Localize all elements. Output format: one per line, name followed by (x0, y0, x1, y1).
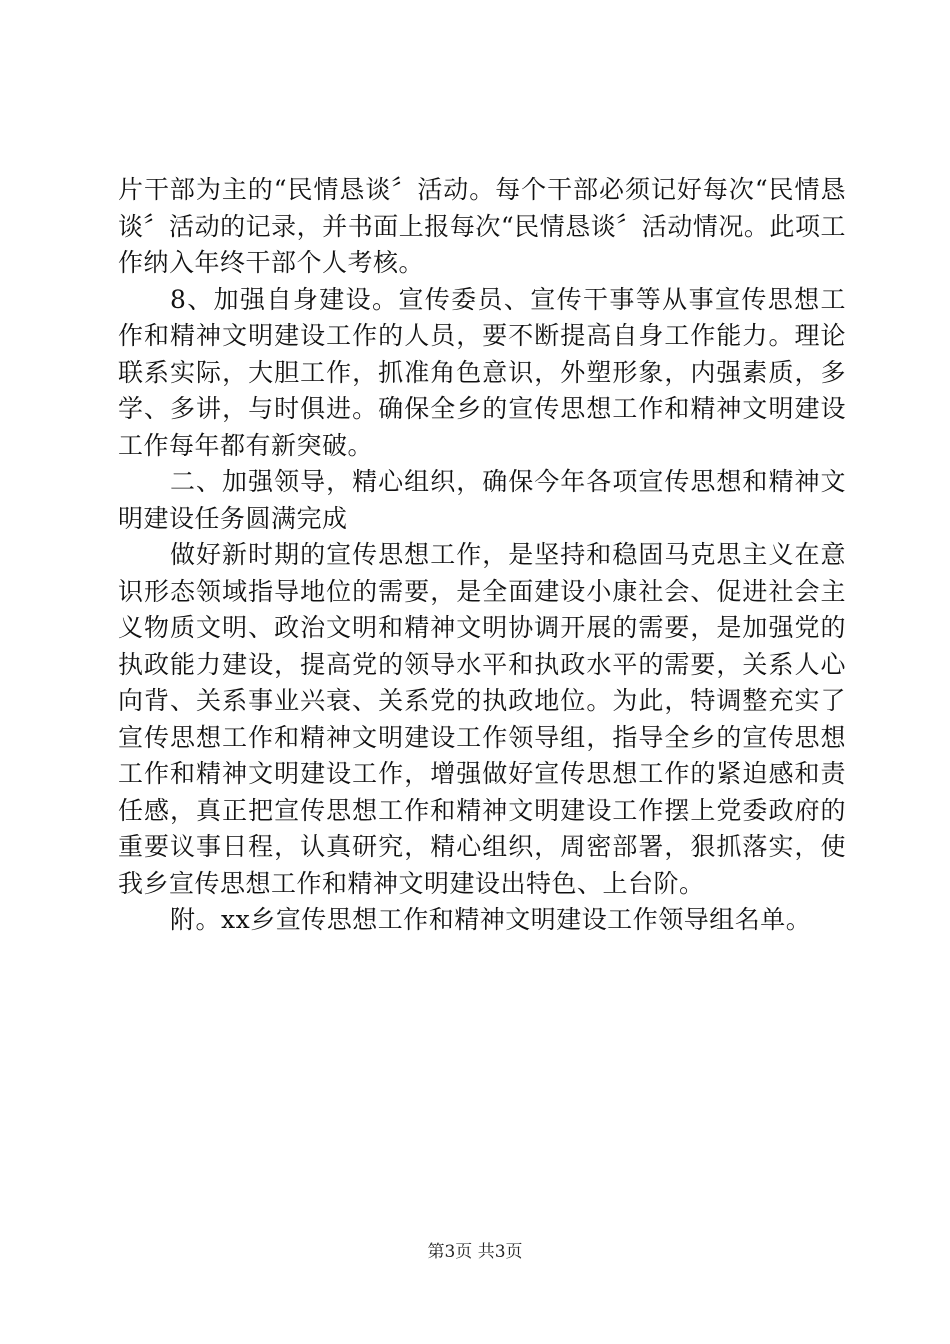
document-body (118, 172, 846, 939)
paragraph-continuation: 片干部为主的“民情恳谈〞活动。每个干部必须记好每次“民情恳谈〞活动的记录，并书面上报每次“民情恳谈〞活动情况。此项工作纳入年终干部个人考核。 (118, 175, 846, 277)
paragraph-section-2-body: 做好新时期的宣传思想工作，是坚持和稳固马克思主义在意识形态领域指导地位的需要，是全面建设小康社会、促进社会主义物质文明、政治文明和精神文明协调开展的需要，是加强党的执政能力建设，提高党的领导水平和执政水平的需要，关系人心向背、关系事业兴衰、关系党的执政地位。为此，特调整充实了宣传思想工作和精神文明建设工作领导组，指导全乡的宣传思想工作和精神文明建设工作，增强做好宣传思想工作的紧迫感和责任感，真正把宣传思想工作和精神文明建设工作摆上党委政府的重要议事日程，认真研究，精心组织，周密部署，狠抓落实，使我乡宣传思想工作和精神文明建设出特色、上台阶。 (118, 540, 846, 898)
page-footer: 第3页 共3页 (427, 1242, 523, 1262)
paragraph-attachment-note: 附。xx乡宣传思想工作和精神文明建设工作领导组名单。 (170, 905, 812, 934)
paragraph-item-8: 8、加强自身建设。宣传委员、宣传干事等从事宣传思想工作和精神文明建设工作的人员，要不断提高自身工作能力。理论联系实际，大胆工作，抓准角色意识，外塑形象，内强素质，多学、多讲，与时俱进。确保全乡的宣传思想工作和精神文明建设工作每年都有新突破。 (118, 284, 846, 460)
section-heading-2: 二、加强领导，精心组织，确保今年各项宣传思想和精神文明建设任务圆满完成 (118, 467, 846, 533)
